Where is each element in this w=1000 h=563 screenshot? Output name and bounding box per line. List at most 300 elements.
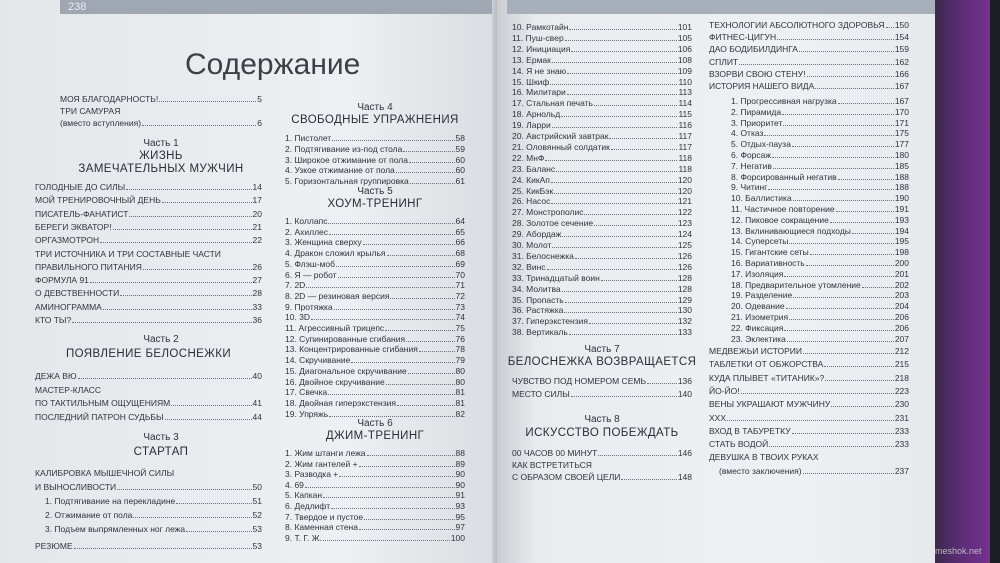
dot-leader: [311, 319, 454, 320]
toc-entry: [285, 355, 465, 365]
dot-leader: [727, 420, 894, 421]
toc-entry-label: 26. Насос: [512, 196, 551, 207]
dot-leader: [351, 362, 454, 363]
toc-entry: [731, 269, 909, 279]
dot-leader: [838, 179, 894, 180]
toc-entry: [731, 172, 909, 182]
toc-entry: [709, 373, 909, 383]
toc-entry: [512, 218, 692, 228]
dot-leader: [409, 162, 455, 163]
toc-entry-label: МАСТЕР-КЛАСС: [35, 384, 102, 395]
toc-entry-label: (вместо заключения): [719, 465, 802, 476]
dot-leader: [777, 39, 894, 40]
toc-entry-label: 11. Агрессивный трицепс: [285, 323, 385, 333]
toc-entry-page: 231: [894, 412, 909, 423]
dot-leader: [165, 419, 252, 420]
toc-entry-page: 100: [450, 532, 465, 543]
dot-leader: [739, 64, 894, 65]
toc-entry: [35, 315, 262, 325]
toc-entry-page: 51: [252, 496, 262, 506]
toc-entry-page: 233: [894, 425, 909, 436]
toc-entry-page: 80: [455, 365, 465, 376]
dot-leader: [406, 341, 454, 342]
toc-entry-label: 19. Ларри: [512, 120, 551, 131]
toc-entry: [709, 69, 909, 79]
toc-entry-page: 204: [894, 301, 909, 312]
dot-leader: [621, 479, 676, 480]
toc-entry: [285, 344, 465, 354]
toc-entry-label: ПИСАТЕЛЬ-ФАНАТИСТ: [35, 208, 129, 219]
toc-entry-page: 118: [678, 163, 692, 174]
dot-leader: [792, 146, 894, 147]
toc-entry-page: 105: [677, 32, 692, 43]
toc-entry-page: 41: [252, 398, 262, 408]
toc-entry-page: 190: [894, 193, 909, 204]
dot-leader: [564, 312, 676, 313]
dot-leader: [647, 383, 677, 384]
toc-entry: [512, 460, 692, 470]
dot-leader: [562, 236, 676, 237]
dot-leader: [584, 214, 676, 215]
dot-leader: [396, 172, 455, 173]
toc-entry-label: ГОЛОДНЫЕ ДО СИЛЫ: [35, 182, 126, 192]
toc-entry-page: 123: [677, 218, 692, 229]
toc-entry-label: АМИНОГРАММА: [35, 301, 102, 312]
toc-entry-page: 177: [894, 139, 909, 150]
toc-entry: [512, 77, 692, 87]
toc-entry-page: 50: [252, 482, 262, 492]
left-page: [0, 0, 497, 563]
toc-entry: [285, 448, 465, 458]
dot-leader: [120, 295, 251, 296]
toc-entry: [709, 44, 909, 54]
toc-entry: [512, 376, 692, 386]
dot-leader: [556, 171, 677, 172]
dot-leader: [142, 125, 256, 126]
dot-leader: [836, 211, 894, 212]
toc-entry: [35, 195, 262, 205]
toc-entry-page: 5: [257, 94, 262, 104]
toc-entry-page: 188: [894, 182, 909, 193]
toc-entry-page: 81: [455, 397, 465, 408]
right-header-strip: [507, 0, 967, 14]
dot-leader: [806, 265, 894, 266]
toc-entry-label: ДАО БОДИБИЛДИНГА: [709, 44, 798, 55]
toc-entry: [512, 164, 692, 174]
toc-entry-label: 19. Упряжь: [285, 408, 329, 419]
toc-entry-label: ФОРМУЛА 91: [35, 275, 89, 286]
toc-entry-label: ЙО-ЙО!: [709, 385, 740, 396]
toc-entry-label: СТАТЬ ВОДОЙ: [709, 439, 769, 450]
part-label: Часть 5: [357, 186, 393, 197]
toc-entry-label: 5. Капкан: [285, 490, 323, 501]
toc-entry: [512, 44, 692, 54]
toc-entry-page: 28: [252, 288, 262, 299]
dot-leader: [571, 396, 677, 397]
toc-entry: [709, 452, 909, 462]
toc-entry-page: 97: [455, 522, 465, 533]
dot-leader: [403, 151, 454, 152]
toc-entry: [35, 302, 262, 312]
toc-entry-label: 2. Подтягивание из-под стола: [285, 143, 403, 154]
toc-entry-page: 106: [677, 43, 692, 54]
toc-entry: [35, 371, 262, 381]
dot-leader: [852, 233, 894, 234]
toc-entry-page: 88: [455, 448, 465, 458]
toc-entry-page: 129: [677, 294, 692, 305]
toc-entry: [285, 366, 465, 376]
toc-entry-label: КТО ТЫ?: [35, 315, 72, 325]
toc-entry-page: 53: [252, 541, 262, 551]
dot-leader: [567, 94, 678, 95]
dot-leader: [186, 531, 251, 532]
toc-entry-page: 122: [677, 207, 692, 218]
toc-entry-label: 34. Молитва: [512, 283, 561, 294]
toc-entry-label: 4. 69: [285, 479, 304, 490]
dot-leader: [575, 258, 677, 259]
toc-entry-label: ОРГАЗМОТРОН: [35, 235, 100, 246]
toc-entry: [512, 142, 692, 152]
toc-entry: [35, 468, 262, 478]
toc-entry: [512, 229, 692, 239]
toc-entry: [731, 334, 909, 344]
part-title: ПОЯВЛЕНИЕ БЕЛОСНЕЖКИ: [65, 348, 232, 360]
toc-entry-page: 90: [455, 479, 465, 490]
dot-leader: [786, 308, 894, 309]
toc-entry-label: 13. Вклинивающиеся подходы: [731, 225, 851, 236]
dot-leader: [171, 405, 251, 406]
toc-entry: [35, 249, 262, 259]
dot-leader: [410, 183, 455, 184]
toc-entry-page: 93: [455, 501, 465, 511]
toc-entry-label: 16. Вариативность: [731, 258, 805, 268]
toc-entry-label: 22. Фиксация: [731, 322, 784, 333]
dot-leader: [609, 138, 677, 139]
toc-entry-page: 64: [455, 216, 465, 226]
dot-leader: [552, 62, 677, 63]
toc-entry-page: 118: [678, 152, 692, 163]
toc-entry: [285, 291, 465, 301]
toc-entry: [731, 139, 909, 149]
dot-leader: [367, 455, 455, 456]
toc-entry-page: 223: [894, 385, 909, 396]
toc-entry: [709, 386, 909, 396]
toc-entry-label: (вместо вступления): [60, 118, 142, 128]
toc-entry-label: МЕСТО СИЛЫ: [512, 389, 570, 399]
toc-entry-page: 58: [455, 133, 465, 143]
toc-entry: [35, 541, 262, 551]
dot-leader: [90, 282, 252, 283]
toc-entry: [285, 227, 465, 237]
toc-entry-label: 3. Разводка +: [285, 469, 339, 480]
toc-entry: [285, 155, 465, 165]
toc-entry: [60, 94, 262, 104]
toc-entry-label: ДЕЖА ВЮ: [35, 371, 77, 381]
toc-entry-page: 75: [455, 323, 465, 333]
toc-entry: [731, 96, 909, 106]
toc-entry-page: 68: [455, 248, 465, 259]
dot-leader: [129, 216, 251, 217]
toc-entry-page: 206: [894, 312, 909, 322]
toc-entry-label: 36. Растяжка: [512, 305, 564, 316]
toc-entry-page: 117: [678, 141, 692, 152]
toc-entry: [731, 182, 909, 192]
toc-entry-page: 136: [677, 376, 692, 386]
toc-entry-page: 82: [455, 408, 465, 419]
toc-entry-page: 198: [894, 247, 909, 258]
toc-entry-page: 115: [678, 109, 692, 120]
toc-entry: [709, 57, 909, 67]
toc-entry-label: XXX: [709, 412, 727, 423]
part-label: Часть 3: [143, 432, 179, 443]
toc-entry: [285, 501, 465, 511]
toc-entry: [512, 389, 692, 399]
toc-entry-page: 91: [455, 490, 465, 501]
toc-entry-page: 52: [252, 510, 262, 520]
toc-entry: [60, 106, 262, 116]
toc-entry-page: 72: [455, 290, 465, 301]
toc-entry-page: 17: [252, 195, 262, 206]
dot-leader: [117, 489, 251, 490]
toc-entry: [285, 490, 465, 500]
toc-entry-page: 130: [677, 305, 692, 316]
toc-entry-page: 74: [455, 312, 465, 323]
dot-leader: [387, 255, 455, 256]
toc-entry-page: 233: [894, 439, 909, 450]
toc-entry-label: 11. Частичное повторение: [731, 204, 835, 214]
part-label: Часть 1: [143, 138, 179, 149]
toc-entry-page: 140: [677, 389, 692, 399]
toc-entry-label: 9. Протяжка: [285, 301, 333, 312]
toc-entry: [731, 301, 909, 311]
dot-leader: [803, 473, 894, 474]
toc-entry: [285, 323, 465, 333]
toc-entry-page: 110: [678, 76, 692, 87]
toc-entry: [512, 240, 692, 250]
dot-leader: [830, 222, 894, 223]
toc-entry-page: 194: [894, 225, 909, 236]
toc-entry-page: 128: [677, 272, 692, 283]
toc-entry-label: РЕЗЮМЕ: [35, 541, 73, 551]
toc-entry: [512, 251, 692, 261]
dot-leader: [386, 384, 455, 385]
toc-entry: [719, 466, 909, 476]
toc-entry: [35, 482, 262, 492]
dot-leader: [332, 140, 454, 141]
toc-entry: [285, 398, 465, 408]
toc-entry: [285, 387, 465, 397]
toc-entry-page: 36: [252, 315, 262, 325]
toc-entry-label: 31. Белоснежка: [512, 250, 574, 261]
toc-entry-page: 14: [252, 182, 262, 192]
dot-leader: [551, 203, 676, 204]
toc-entry-page: 203: [894, 290, 909, 301]
toc-entry-label: 5. Отдых-пауза: [731, 139, 791, 150]
toc-entry-label: МОЯ БЛАГОДАРНОСТЬ!: [60, 94, 159, 104]
dot-leader: [824, 366, 893, 367]
part-title: ИСКУССТВО ПОБЕЖДАТЬ: [525, 427, 679, 439]
toc-entry-label: 11. Пуш-свер: [512, 32, 564, 43]
toc-entry-page: 193: [894, 214, 909, 225]
part-title: БЕЛОСНЕЖКА ВОЗВРАЩАЕТСЯ: [507, 356, 697, 368]
toc-entry-page: 20: [252, 208, 262, 219]
toc-entry: [731, 118, 909, 128]
toc-entry-page: 180: [894, 150, 909, 160]
dot-leader: [328, 394, 454, 395]
toc-entry: [285, 259, 465, 269]
toc-entry: [731, 204, 909, 214]
toc-entry: [512, 327, 692, 337]
toc-entry: [35, 412, 262, 422]
dot-leader: [359, 529, 455, 530]
dot-leader: [569, 334, 677, 335]
toc-entry-label: ФИТНЕС-ЦИГУН: [709, 32, 777, 43]
dot-leader: [569, 29, 676, 30]
dot-leader: [113, 229, 252, 230]
toc-entry-label: 14. Скручивание: [285, 355, 351, 366]
dot-leader: [803, 353, 894, 354]
toc-entry-label: 4. Отказ: [731, 128, 764, 139]
dot-leader: [397, 405, 455, 406]
toc-entry-label: 20. Одевание: [731, 301, 785, 312]
toc-entry: [285, 334, 465, 344]
toc-entry: [512, 33, 692, 43]
toc-entry-page: 191: [894, 204, 909, 214]
toc-entry-label: 8. 2D — резиновая версия: [285, 290, 390, 301]
toc-entry: [512, 153, 692, 163]
toc-entry: [731, 128, 909, 138]
toc-entry: [35, 209, 262, 219]
toc-entry-label: 16. Милитари: [512, 87, 566, 98]
dot-leader: [328, 223, 454, 224]
toc-entry: [285, 216, 465, 226]
toc-entry-page: 27: [252, 275, 262, 286]
dot-leader: [331, 508, 454, 509]
toc-entry-label: 37. Гиперэкстензия: [512, 316, 588, 327]
toc-entry-label: О ДЕВСТВЕННОСТИ: [35, 288, 120, 299]
toc-entry-page: 215: [894, 359, 909, 370]
toc-entry-label: 10. Рамкотайн: [512, 22, 569, 32]
toc-entry: [45, 496, 262, 506]
dot-leader: [787, 341, 894, 342]
toc-entry-label: 1. Пистолет: [285, 133, 332, 143]
toc-entry: [285, 165, 465, 175]
toc-entry-page: 154: [894, 32, 909, 43]
dot-leader: [789, 319, 894, 320]
toc-entry: [731, 150, 909, 160]
toc-entry-page: 80: [455, 376, 465, 387]
toc-entry: [285, 522, 465, 532]
toc-entry-page: 230: [894, 399, 909, 410]
toc-entry-label: 6. Дедлифт: [285, 501, 331, 511]
toc-entry-label: 3. Приоритет: [731, 117, 783, 128]
toc-entry-page: 108: [677, 54, 692, 65]
part-title: ХОУМ-ТРЕНИНГ: [327, 198, 423, 210]
dot-leader: [545, 160, 677, 161]
toc-entry-label: 27. Монстрополис: [512, 207, 584, 218]
toc-entry-label: 32. Винс: [512, 261, 546, 272]
toc-entry: [285, 469, 465, 479]
toc-entry-page: 146: [677, 448, 692, 458]
dot-leader: [601, 280, 677, 281]
dot-leader: [799, 51, 894, 52]
toc-entry-label: 13. Концентрированные сгибания: [285, 344, 418, 355]
toc-entry-page: 150: [894, 20, 909, 30]
dot-leader: [338, 277, 455, 278]
toc-entry-page: 33: [252, 301, 262, 312]
toc-entry-page: 113: [678, 87, 692, 98]
toc-entry-page: 120: [677, 185, 692, 196]
dot-leader: [419, 351, 455, 352]
dot-leader: [364, 519, 454, 520]
dot-leader: [562, 291, 677, 292]
dot-leader: [554, 193, 677, 194]
toc-entry-label: ТЕХНОЛОГИИ АБСОЛЮТНОГО ЗДОРОВЬЯ: [709, 20, 885, 30]
toc-entry-label: ВХОД В ТАБУРЕТКУ: [709, 425, 791, 436]
part-label: Часть 8: [584, 414, 620, 425]
dot-leader: [598, 455, 677, 456]
part-label: Часть 6: [357, 418, 393, 429]
toc-entry-label: 35. Пропасть: [512, 294, 564, 305]
dot-leader: [143, 269, 252, 270]
toc-entry-label: ТРИ САМУРАЯ: [60, 106, 121, 116]
toc-entry-page: 206: [894, 322, 909, 333]
toc-entry-label: 16. Двойное скручивание: [285, 376, 385, 387]
dot-leader: [176, 503, 251, 504]
toc-entry-page: 121: [677, 196, 692, 207]
toc-entry: [512, 472, 692, 482]
toc-entry: [512, 87, 692, 97]
toc-entry: [731, 161, 909, 171]
toc-entry-label: 29. Абордаж: [512, 229, 562, 240]
toc-entry: [731, 107, 909, 117]
toc-entry-label: 10. 3D: [285, 312, 311, 323]
toc-entry: [512, 109, 692, 119]
part-label: Часть 2: [143, 334, 179, 345]
toc-entry: [709, 399, 909, 409]
toc-entry: [285, 480, 465, 490]
toc-entry: [285, 144, 465, 154]
toc-entry-label: 6. Я — робот: [285, 269, 337, 280]
dot-leader: [385, 330, 454, 331]
dot-leader: [359, 466, 455, 467]
toc-entry: [709, 346, 909, 356]
dot-leader: [72, 322, 251, 323]
toc-entry-page: 70: [455, 269, 465, 280]
dot-leader: [789, 243, 893, 244]
toc-entry-label: 17. Стальная печать: [512, 98, 593, 109]
toc-entry: [35, 222, 262, 232]
toc-entry-page: 195: [894, 236, 909, 247]
toc-entry-label: 15. Шкиф: [512, 76, 550, 87]
dot-leader: [329, 416, 454, 417]
dot-leader: [792, 433, 894, 434]
part-title: СВОБОДНЫЕ УПРАЖНЕНИЯ: [291, 114, 459, 126]
toc-entry-page: 185: [894, 160, 909, 171]
toc-entry-label: 18. Предварительное утомление: [731, 279, 861, 290]
toc-entry: [709, 426, 909, 436]
toc-entry: [512, 262, 692, 272]
toc-entry-label: С ОБРАЗОМ СВОЕЙ ЦЕЛИ: [512, 472, 621, 482]
part-title: СТАРТАП: [133, 446, 189, 458]
toc-entry-page: 132: [677, 316, 692, 327]
dot-leader: [594, 225, 677, 226]
toc-entry-label: 3. Женщина сверху: [285, 237, 362, 248]
toc-entry-page: 60: [455, 165, 465, 176]
dot-leader: [565, 302, 677, 303]
toc-entry: [35, 262, 262, 272]
toc-entry-page: 117: [678, 131, 692, 141]
